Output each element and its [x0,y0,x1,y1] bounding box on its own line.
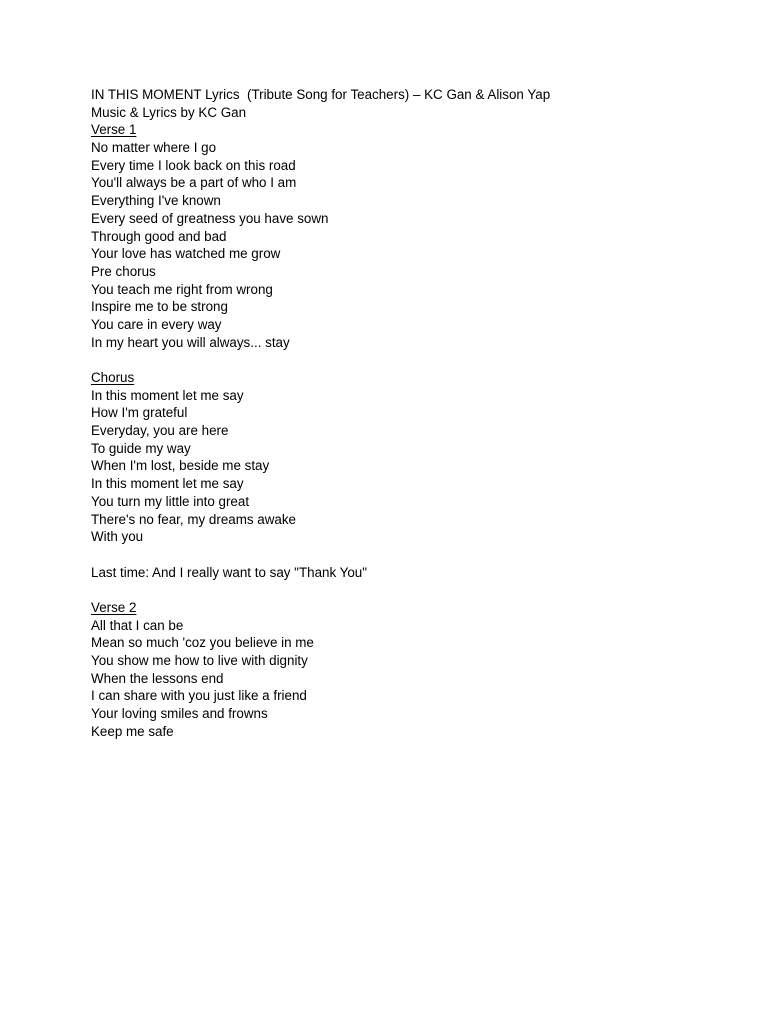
lyric-line: You'll always be a part of who I am [91,175,297,191]
lyric-line: Your loving smiles and frowns [91,706,268,722]
lyric-line: Every time I look back on this road [91,157,296,173]
blank-line [91,581,741,599]
lyric-line: No matter where I go [91,140,217,156]
lyric-line: When I'm lost, beside me stay [91,458,270,474]
lyric-line: You show me how to live with dignity [91,653,308,668]
chorus-heading: Chorus [91,370,135,385]
lyric-line: With you [91,529,144,545]
lyric-line: Through good and bad [91,228,227,244]
verse-1-heading: Verse 1 [91,122,137,138]
prechorus-heading: Pre chorus [91,263,156,279]
lyric-line: You turn my little into great [91,493,250,509]
lyric-line: Mean so much 'coz you believe in me [91,635,314,651]
lyric-line: Everyday, you are here [91,423,229,439]
lyric-line: To guide my way [91,440,191,456]
lyrics-document [91,86,741,740]
lyric-line: Keep me safe [91,723,174,739]
lyric-line: You care in every way [91,316,222,332]
lyric-line: I can share with you just like a friend [91,688,307,704]
blank-line [91,351,741,369]
lyric-line: In this moment let me say [91,387,244,403]
verse-2-heading: Verse 2 [91,599,137,615]
last-time-line: Last time: And I really want to say "Thank You" [91,564,367,580]
document-credit: Music & Lyrics by KC Gan [91,104,247,120]
document-title: IN THIS MOMENT Lyrics (Tribute Song for Teachers) – KC Gan & Alison Yap [91,87,551,102]
lyric-line: All that I can be [91,617,184,633]
lyric-line: When the lessons end [91,670,224,686]
lyric-line: How I'm grateful [91,405,188,421]
blank-line [91,546,741,564]
lyric-line: Every seed of greatness you have sown [91,210,329,226]
lyric-line: Everything I've known [91,193,221,209]
lyric-line: There's no fear, my dreams awake [91,511,296,527]
lyric-line: You teach me right from wrong [91,281,273,297]
lyric-line: Your love has watched me grow [91,246,281,262]
lyric-line: In this moment let me say [91,476,244,492]
lyric-line: In my heart you will always... stay [91,334,290,350]
lyric-line: Inspire me to be strong [91,299,228,315]
